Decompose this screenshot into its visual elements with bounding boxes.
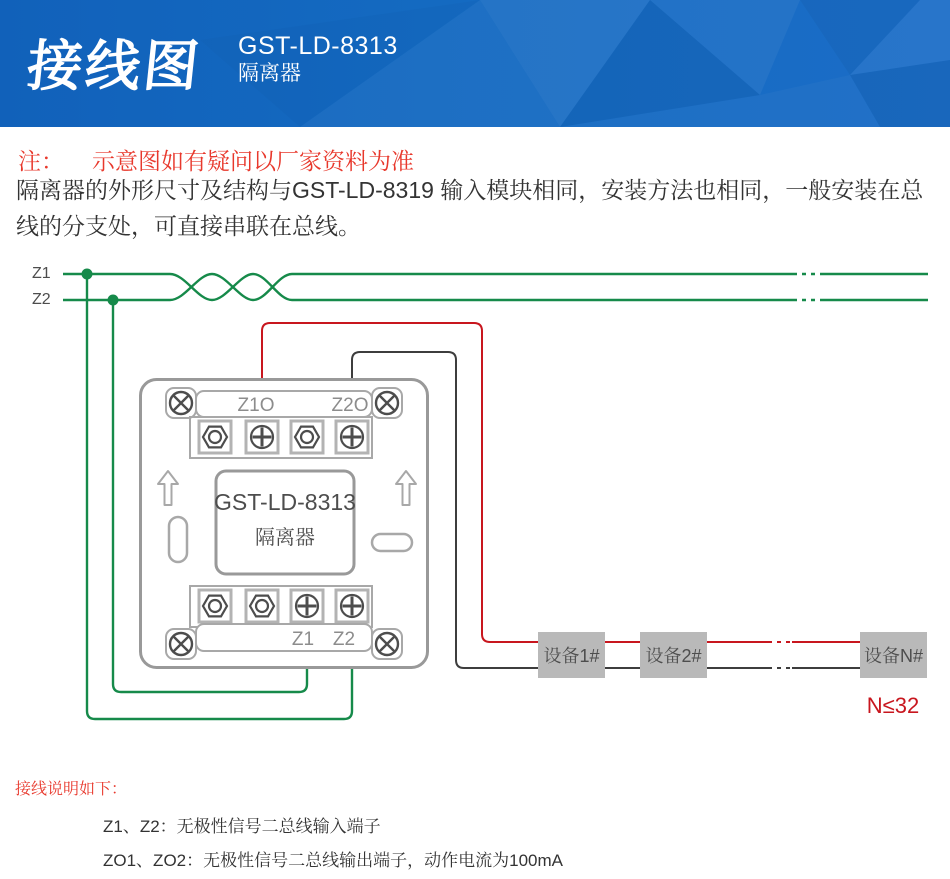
model-number: GST-LD-8313	[238, 32, 398, 60]
page-header	[0, 0, 950, 127]
page-title: 接线图	[24, 35, 205, 97]
legend-title: 接线说明如下：	[15, 781, 128, 798]
device-box-n: 设备N#	[860, 632, 927, 678]
device-count-limit: N≤32	[866, 693, 920, 718]
module-title: GST-LD-8313	[214, 489, 356, 515]
header-subtitle	[238, 32, 398, 87]
note-label: 注：	[18, 148, 64, 174]
legend-item-input-terminals: Z1、Z2：无极性信号二总线输入端子	[103, 817, 381, 836]
device-box-2: 设备2#	[640, 632, 707, 678]
terminal-label-z1o: Z1O	[237, 395, 275, 416]
device-box-1: 设备1#	[538, 632, 605, 678]
terminal-label-z1: Z1	[291, 629, 315, 650]
module-nameplate	[216, 471, 354, 574]
legend-item-output-terminals: ZO1、ZO2：无极性信号二总线输出端子，动作电流为100mA	[103, 851, 563, 870]
terminal-label-z2: Z2	[332, 629, 356, 650]
bus-continuation-dashes	[793, 274, 822, 300]
bus-label-z2: Z2	[32, 291, 51, 308]
isolator-module	[139, 378, 429, 669]
note-body: 隔离器的外形尺寸及结构与GST-LD-8319 输入模块相同，安装方法也相同，一般安装在总线的分支处，可直接串联在总线。	[16, 177, 924, 239]
product-name: 隔离器	[238, 62, 301, 85]
terminal-label-z2o: Z2O	[331, 395, 369, 416]
module-drawing	[139, 378, 429, 669]
module-subtitle: 隔离器	[255, 527, 315, 549]
bus-label-z1: Z1	[32, 265, 51, 282]
note-warning: 示意图如有疑问以厂家资料为准	[92, 148, 414, 174]
wiring-diagram	[0, 250, 950, 770]
